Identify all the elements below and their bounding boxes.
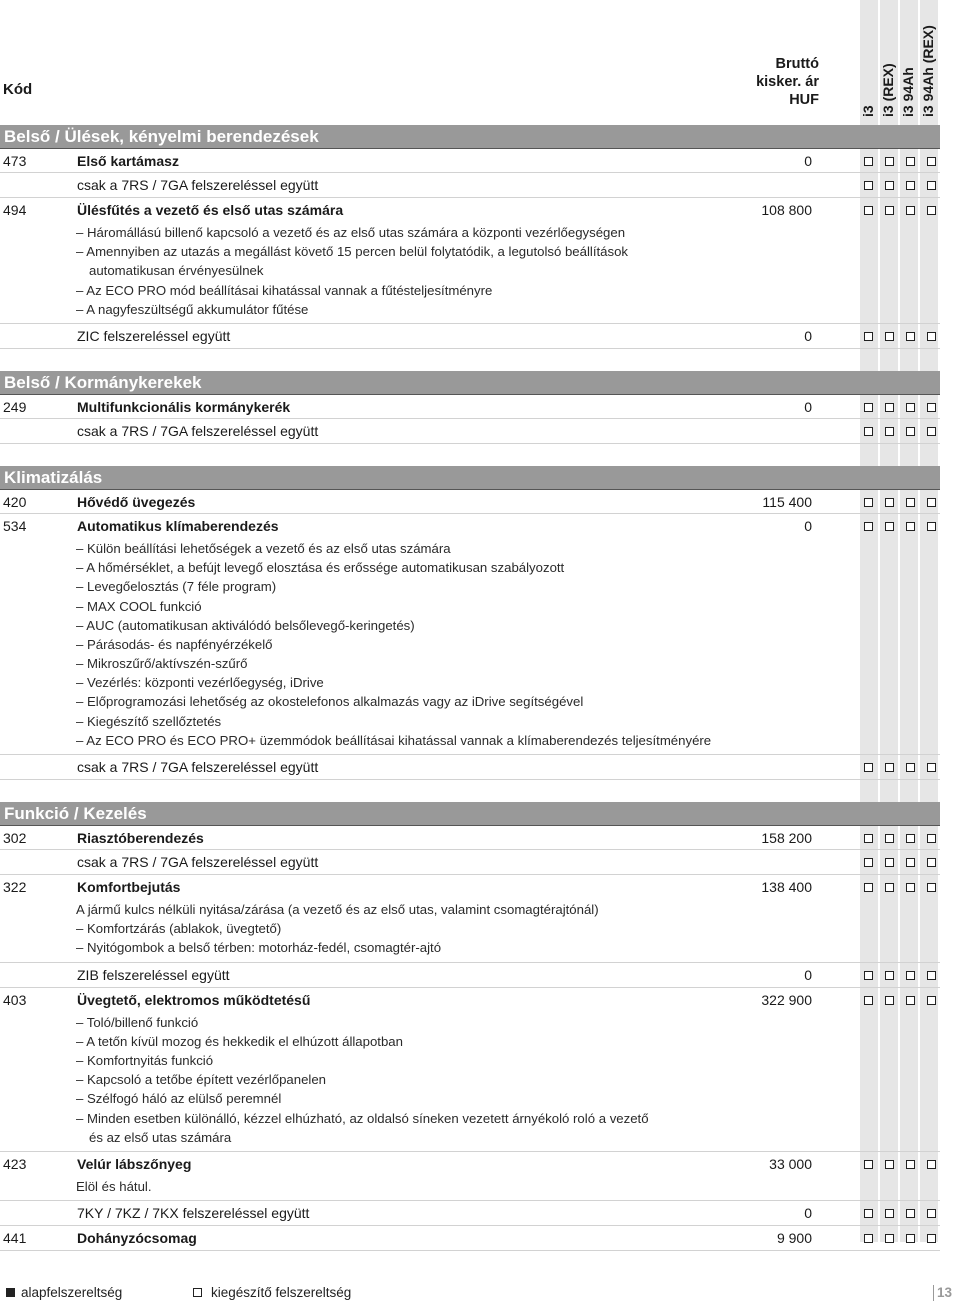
code-column-header: Kód <box>3 81 33 98</box>
optional-equipment-icon <box>885 206 894 215</box>
detail-line: – Amennyiben az utazás a megállást követő 15 percen belül folytatódik, a legutolsó beállítások <box>76 244 629 260</box>
option-details <box>0 223 940 324</box>
optional-equipment-icon <box>927 996 936 1005</box>
optional-equipment-icon <box>906 1209 915 1218</box>
detail-line: A jármű kulcs nélküli nyitása/zárása (a vezető és az első utas, valamint csomagtérajtónál) <box>76 902 599 917</box>
model-header-i3-rex <box>880 0 898 117</box>
availability-markers <box>864 427 936 437</box>
model-label: i3 (REX) <box>880 63 896 117</box>
option-code: 441 <box>3 1230 27 1247</box>
detail-line: – Komfortnyitás funkció <box>76 1052 214 1068</box>
detail-line: – A tetőn kívül mozog és hekkedik el elhúzott állapotban <box>76 1033 403 1049</box>
optional-equipment-icon <box>885 1234 894 1243</box>
optional-equipment-icon <box>864 206 873 215</box>
optional-equipment-icon <box>885 834 894 843</box>
option-details <box>0 539 940 755</box>
optional-equipment-icon <box>906 858 915 867</box>
availability-markers <box>864 498 936 508</box>
detail-line: – Háromállású billenő kapcsoló a vezető és az első utas számára a központi vezérlőegységen <box>76 225 626 240</box>
option-code: 403 <box>3 991 27 1008</box>
optional-equipment-icon <box>864 157 873 166</box>
table-row <box>0 963 940 988</box>
optional-equipment-icon <box>927 403 936 412</box>
option-price: 0 <box>804 398 812 415</box>
option-title: Multifunkcionális kormánykerék <box>77 398 291 415</box>
option-price: 115 400 <box>762 493 812 510</box>
detail-line: – Komfortzárás (ablakok, üvegtető) <box>76 921 282 937</box>
optional-equipment-icon <box>906 996 915 1005</box>
detail-line: – Külön beállítási lehetőségek a vezető és az első utas számára <box>76 540 451 556</box>
section-spacer <box>0 780 940 802</box>
option-code: 249 <box>3 398 27 415</box>
availability-markers <box>864 996 936 1006</box>
table-row <box>0 875 940 900</box>
detail-line: – Mikroszűrő/aktívszén-szűrő <box>76 656 248 672</box>
table-row <box>0 755 940 780</box>
detail-line: automatikusan érvényesülnek <box>89 263 264 279</box>
optional-equipment-icon <box>927 763 936 772</box>
optional-equipment-icon <box>864 181 873 190</box>
option-title: csak a 7RS / 7GA felszereléssel együtt <box>77 177 319 193</box>
option-title: csak a 7RS / 7GA felszereléssel együtt <box>77 759 319 775</box>
optional-equipment-icon <box>864 971 873 980</box>
detail-line: – MAX COOL funkció <box>76 598 202 614</box>
optional-equipment-icon <box>906 403 915 412</box>
table-row <box>0 988 940 1013</box>
option-title: csak a 7RS / 7GA felszereléssel együtt <box>77 422 319 439</box>
optional-equipment-icon <box>193 1288 202 1297</box>
optional-equipment-icon <box>864 403 873 412</box>
optional-equipment-icon <box>906 1234 915 1243</box>
optional-equipment-icon <box>864 498 873 507</box>
price-header-line-1: Bruttó <box>775 56 819 72</box>
option-price: 0 <box>804 517 812 534</box>
table-row <box>0 394 940 419</box>
optional-equipment-icon <box>885 1209 894 1218</box>
table-row <box>0 825 940 850</box>
option-price: 0 <box>804 327 812 344</box>
option-title: ZIC felszereléssel együtt <box>77 327 231 344</box>
price-table <box>0 125 940 1251</box>
optional-equipment-icon <box>906 1160 915 1169</box>
availability-markers <box>864 181 936 191</box>
option-code: 322 <box>3 879 27 895</box>
option-details <box>0 1013 940 1152</box>
section-header: Funkció / Kezelés <box>0 802 940 825</box>
optional-equipment-icon <box>864 427 873 436</box>
optional-equipment-icon <box>885 157 894 166</box>
price-header-line-3: HUF <box>789 92 819 108</box>
availability-markers <box>864 834 936 844</box>
optional-equipment-icon <box>864 522 873 531</box>
optional-equipment-icon <box>906 427 915 436</box>
optional-equipment-icon <box>927 206 936 215</box>
option-title: Riasztóberendezés <box>77 830 204 846</box>
optional-equipment-icon <box>885 332 894 341</box>
availability-markers <box>864 1234 936 1244</box>
optional-equipment-icon <box>885 763 894 772</box>
availability-markers <box>864 403 936 413</box>
optional-equipment-icon <box>927 522 936 531</box>
optional-equipment-icon <box>927 332 936 341</box>
option-title: Dohányzócsomag <box>77 1230 197 1247</box>
detail-line: – A nagyfeszültségű akkumulátor fűtése <box>76 301 309 317</box>
availability-markers <box>864 522 936 532</box>
table-header <box>0 0 940 125</box>
table-row <box>0 514 940 539</box>
detail-line: – Levegőelosztás (7 féle program) <box>76 579 277 595</box>
option-price: 158 200 <box>761 830 812 846</box>
option-title: csak a 7RS / 7GA felszereléssel együtt <box>77 854 319 870</box>
model-header-i3-94ah-rex <box>920 0 938 117</box>
optional-equipment-icon <box>885 1160 894 1169</box>
model-label: i3 94Ah (REX) <box>920 25 936 117</box>
table-row <box>0 419 940 444</box>
optional-equipment-icon <box>906 763 915 772</box>
section-spacer <box>0 349 940 371</box>
optional-equipment-icon <box>864 1160 873 1169</box>
table-row <box>0 173 940 198</box>
optional-equipment-icon <box>906 971 915 980</box>
optional-equipment-icon <box>864 858 873 867</box>
optional-equipment-icon <box>864 763 873 772</box>
option-title: Velúr lábszőnyeg <box>77 1155 192 1172</box>
detail-line: – Kiegészítő szellőztetés <box>76 713 222 729</box>
option-title: Hővédő üvegezés <box>77 493 196 510</box>
option-title: Komfortbejutás <box>77 879 181 895</box>
availability-markers <box>864 1209 936 1219</box>
option-price: 0 <box>804 153 812 169</box>
model-header-i3-94ah <box>900 0 918 117</box>
availability-markers <box>864 858 936 868</box>
optional-equipment-icon <box>927 498 936 507</box>
detail-line: – Előprogramozási lehetőség az okostelefonos alkalmazás vagy az iDrive segítségével <box>76 694 584 710</box>
option-title: ZIB felszereléssel együtt <box>77 966 230 983</box>
price-column-header <box>745 55 819 109</box>
detail-line: – A hőmérséklet, a befújt levegő elosztása és erőssége automatikusan szabályozott <box>76 560 565 576</box>
detail-line: – Az ECO PRO mód beállításai kihatással vannak a fűtésteljesítményre <box>76 282 493 298</box>
optional-equipment-icon <box>927 181 936 190</box>
detail-line: – Minden esetben különálló, kézzel elhúzható, az oldalsó síneken vezetett árnyékoló roló a vezető <box>76 1110 649 1126</box>
option-code: 302 <box>3 830 27 846</box>
option-price: 322 900 <box>761 991 812 1008</box>
option-price: 9 900 <box>776 1230 812 1247</box>
table-row <box>0 324 940 349</box>
optional-equipment-icon <box>885 522 894 531</box>
legend-optional-label: kiegészítő felszereltség <box>211 1285 352 1300</box>
option-code: 494 <box>3 202 27 218</box>
option-code: 534 <box>3 517 27 534</box>
model-label: i3 94Ah <box>900 67 916 117</box>
optional-equipment-icon <box>927 157 936 166</box>
table-row <box>0 1226 940 1251</box>
availability-markers <box>864 1160 936 1170</box>
option-title: Ülésfűtés a vezető és első utas számára <box>77 202 344 218</box>
table-row <box>0 489 940 514</box>
optional-equipment-icon <box>927 427 936 436</box>
optional-equipment-icon <box>864 834 873 843</box>
optional-equipment-icon <box>906 522 915 531</box>
option-title: Első kartámasz <box>77 153 179 169</box>
optional-equipment-icon <box>906 332 915 341</box>
option-price: 0 <box>804 1205 812 1222</box>
detail-line: – AUC (automatikusan aktiválódó belsőlevegő-keringetés) <box>76 617 415 633</box>
optional-equipment-icon <box>885 858 894 867</box>
option-code: 423 <box>3 1155 27 1172</box>
option-title: 7KY / 7KZ / 7KX felszereléssel együtt <box>77 1205 310 1222</box>
section-spacer <box>0 444 940 466</box>
option-details <box>0 900 940 963</box>
legend-standard-label: alapfelszereltség <box>21 1285 123 1300</box>
optional-equipment-icon <box>927 883 936 892</box>
section-header: Belső / Kormánykerekek <box>0 371 940 394</box>
availability-markers <box>864 332 936 342</box>
optional-equipment-icon <box>885 883 894 892</box>
table-row <box>0 1152 940 1177</box>
section-header: Belső / Ülések, kényelmi berendezések <box>0 125 940 148</box>
option-price: 33 000 <box>769 1155 812 1172</box>
optional-equipment-icon <box>906 834 915 843</box>
option-code: 473 <box>3 153 27 169</box>
price-header-line-2: kisker. ár <box>756 74 819 90</box>
page-number <box>937 1285 952 1300</box>
detail-line: – Párásodás- és napfényérzékelő <box>76 636 273 652</box>
optional-equipment-icon <box>864 332 873 341</box>
detail-line: – Toló/billenő funkció <box>76 1014 199 1030</box>
optional-equipment-icon <box>864 883 873 892</box>
availability-markers <box>864 883 936 893</box>
legend <box>0 1283 960 1302</box>
option-price: 108 800 <box>761 202 812 218</box>
option-code: 420 <box>3 493 27 510</box>
optional-equipment-icon <box>906 157 915 166</box>
availability-markers <box>864 763 936 773</box>
optional-equipment-icon <box>927 1209 936 1218</box>
table-row <box>0 148 940 173</box>
table-row <box>0 850 940 875</box>
availability-markers <box>864 971 936 981</box>
page-number-divider <box>933 1285 934 1301</box>
option-price: 0 <box>804 966 812 983</box>
detail-line: és az első utas számára <box>89 1129 232 1145</box>
optional-equipment-icon <box>927 1160 936 1169</box>
availability-markers <box>864 206 936 216</box>
option-price: 138 400 <box>761 879 812 895</box>
detail-line: – Kapcsoló a tetőbe épített vezérlőpanelen <box>76 1072 327 1088</box>
detail-line: – Nyitógombok a belső térben: motorház-fedél, csomagtér-ajtó <box>76 940 442 956</box>
optional-equipment-icon <box>927 834 936 843</box>
optional-equipment-icon <box>885 498 894 507</box>
section-header: Klimatizálás <box>0 466 940 489</box>
model-header-i3 <box>860 0 878 117</box>
optional-equipment-icon <box>906 206 915 215</box>
detail-line: Elöl és hátul. <box>76 1178 152 1194</box>
option-title: Automatikus klímaberendezés <box>77 517 279 534</box>
optional-equipment-icon <box>864 996 873 1005</box>
detail-line: – Az ECO PRO és ECO PRO+ üzemmódok beállításai kihatással vannak a klímaberendezés teljesítményére <box>76 732 712 748</box>
page-number-text: 13 <box>937 1285 953 1300</box>
optional-equipment-icon <box>927 1234 936 1243</box>
optional-equipment-icon <box>885 181 894 190</box>
optional-equipment-icon <box>906 883 915 892</box>
optional-equipment-icon <box>864 1209 873 1218</box>
optional-equipment-icon <box>885 427 894 436</box>
detail-line: – Vezérlés: központi vezérlőegység, iDrive <box>76 675 324 691</box>
optional-equipment-icon <box>885 996 894 1005</box>
optional-equipment-icon <box>885 403 894 412</box>
table-row <box>0 198 940 223</box>
option-details <box>0 1177 940 1201</box>
optional-equipment-icon <box>906 498 915 507</box>
table-row <box>0 1201 940 1226</box>
optional-equipment-icon <box>906 181 915 190</box>
optional-equipment-icon <box>885 971 894 980</box>
availability-markers <box>864 157 936 167</box>
optional-equipment-icon <box>927 858 936 867</box>
option-title: Üvegtető, elektromos működtetésű <box>77 991 311 1008</box>
optional-equipment-icon <box>927 971 936 980</box>
optional-equipment-icon <box>864 1234 873 1243</box>
detail-line: – Szélfogó háló az elülső peremnél <box>76 1091 282 1107</box>
standard-equipment-icon <box>6 1288 15 1297</box>
model-label: i3 <box>860 105 876 117</box>
